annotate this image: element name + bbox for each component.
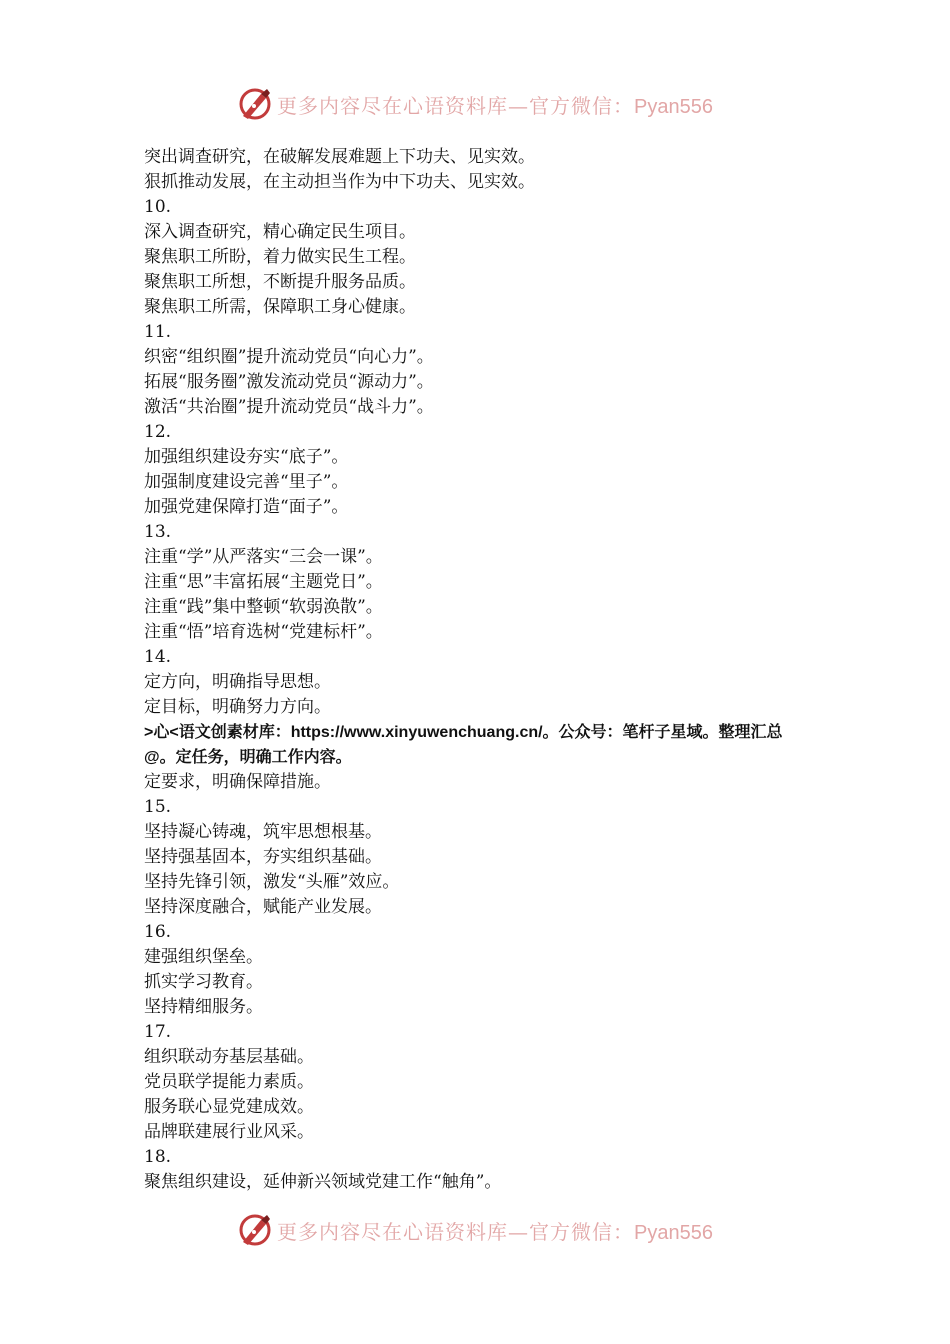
- footer-banner-text: [277, 1216, 713, 1245]
- text-line: 18.: [144, 1147, 172, 1167]
- text-line: 定方向，明确指导思想。: [144, 672, 331, 692]
- text-line: 拓展“服务圈”激发流动党员“源动力”。: [144, 372, 434, 392]
- text-line: 坚持强基固本，夯实组织基础。: [144, 847, 382, 867]
- text-line: 坚持凝心铸魂，筑牢思想根基。: [144, 822, 382, 842]
- footer-banner-wechat-id: Pyan556: [634, 1221, 713, 1244]
- content-before-note: [144, 145, 824, 720]
- text-line: 14.: [144, 647, 172, 667]
- text-line: 激活“共治圈”提升流动党员“战斗力”。: [144, 397, 434, 417]
- text-line: 12.: [144, 422, 172, 442]
- header-banner: [0, 84, 950, 124]
- text-line: 定要求，明确保障措施。: [144, 772, 331, 792]
- text-line: 坚持深度融合，赋能产业发展。: [144, 897, 382, 917]
- text-line: 聚焦职工所想，不断提升服务品质。: [144, 272, 416, 292]
- text-line: 组织联动夯基层基础。: [144, 1047, 314, 1067]
- text-line: 织密“组织圈”提升流动党员“向心力”。: [144, 347, 434, 367]
- header-banner-label: 更多内容尽在心语资料库—官方微信：: [277, 93, 635, 118]
- text-line: 注重“践”集中整顿“软弱涣散”。: [144, 597, 383, 617]
- pen-logo-icon: [237, 86, 273, 122]
- footer-banner: [0, 1210, 950, 1250]
- text-line: 服务联心显党建成效。: [144, 1097, 314, 1117]
- source-note: >心<语文创素材库：https://www.xinyuwenchuang.cn/。公众号：笔杆子星域。整理汇总@。定任务，明确工作内容。: [144, 724, 783, 766]
- text-line: 注重“学”从严落实“三会一课”。: [144, 547, 383, 567]
- pen-logo-icon: [237, 1212, 273, 1248]
- text-line: 16.: [144, 922, 172, 942]
- text-line: 定目标，明确努力方向。: [144, 697, 331, 717]
- text-line: 坚持精细服务。: [144, 997, 263, 1017]
- text-line: 狠抓推动发展，在主动担当作为中下功夫、见实效。: [144, 172, 535, 192]
- text-line: 品牌联建展行业风采。: [144, 1122, 314, 1142]
- text-line: 突出调查研究，在破解发展难题上下功夫、见实效。: [144, 147, 535, 167]
- text-line: 聚焦职工所需，保障职工身心健康。: [144, 297, 416, 317]
- text-line: 聚焦职工所盼，着力做实民生工程。: [144, 247, 416, 267]
- text-line: 11.: [144, 322, 172, 342]
- footer-banner-label: 更多内容尽在心语资料库—官方微信：: [277, 1219, 635, 1244]
- text-line: 注重“思”丰富拓展“主题党日”。: [144, 572, 383, 592]
- content-after-note: [144, 770, 824, 1195]
- text-line: 13.: [144, 522, 172, 542]
- text-line: 注重“悟”培育选树“党建标杆”。: [144, 622, 383, 642]
- text-line: 党员联学提能力素质。: [144, 1072, 314, 1092]
- header-banner-text: [277, 90, 713, 119]
- text-line: 15.: [144, 797, 172, 817]
- text-line: 坚持先锋引领，激发“头雁”效应。: [144, 872, 400, 892]
- text-line: 加强组织建设夯实“底子”。: [144, 447, 349, 467]
- document-body: [144, 145, 824, 1195]
- text-line: 建强组织堡垒。: [144, 947, 263, 967]
- text-line: 聚焦组织建设，延伸新兴领域党建工作“触角”。: [144, 1172, 502, 1192]
- text-line: 深入调查研究，精心确定民生项目。: [144, 222, 416, 242]
- text-line: 加强制度建设完善“里子”。: [144, 472, 349, 492]
- header-banner-wechat-id: Pyan556: [634, 95, 713, 118]
- text-line: 10.: [144, 197, 172, 217]
- text-line: 抓实学习教育。: [144, 972, 263, 992]
- text-line: 加强党建保障打造“面子”。: [144, 497, 349, 517]
- text-line: 17.: [144, 1022, 172, 1042]
